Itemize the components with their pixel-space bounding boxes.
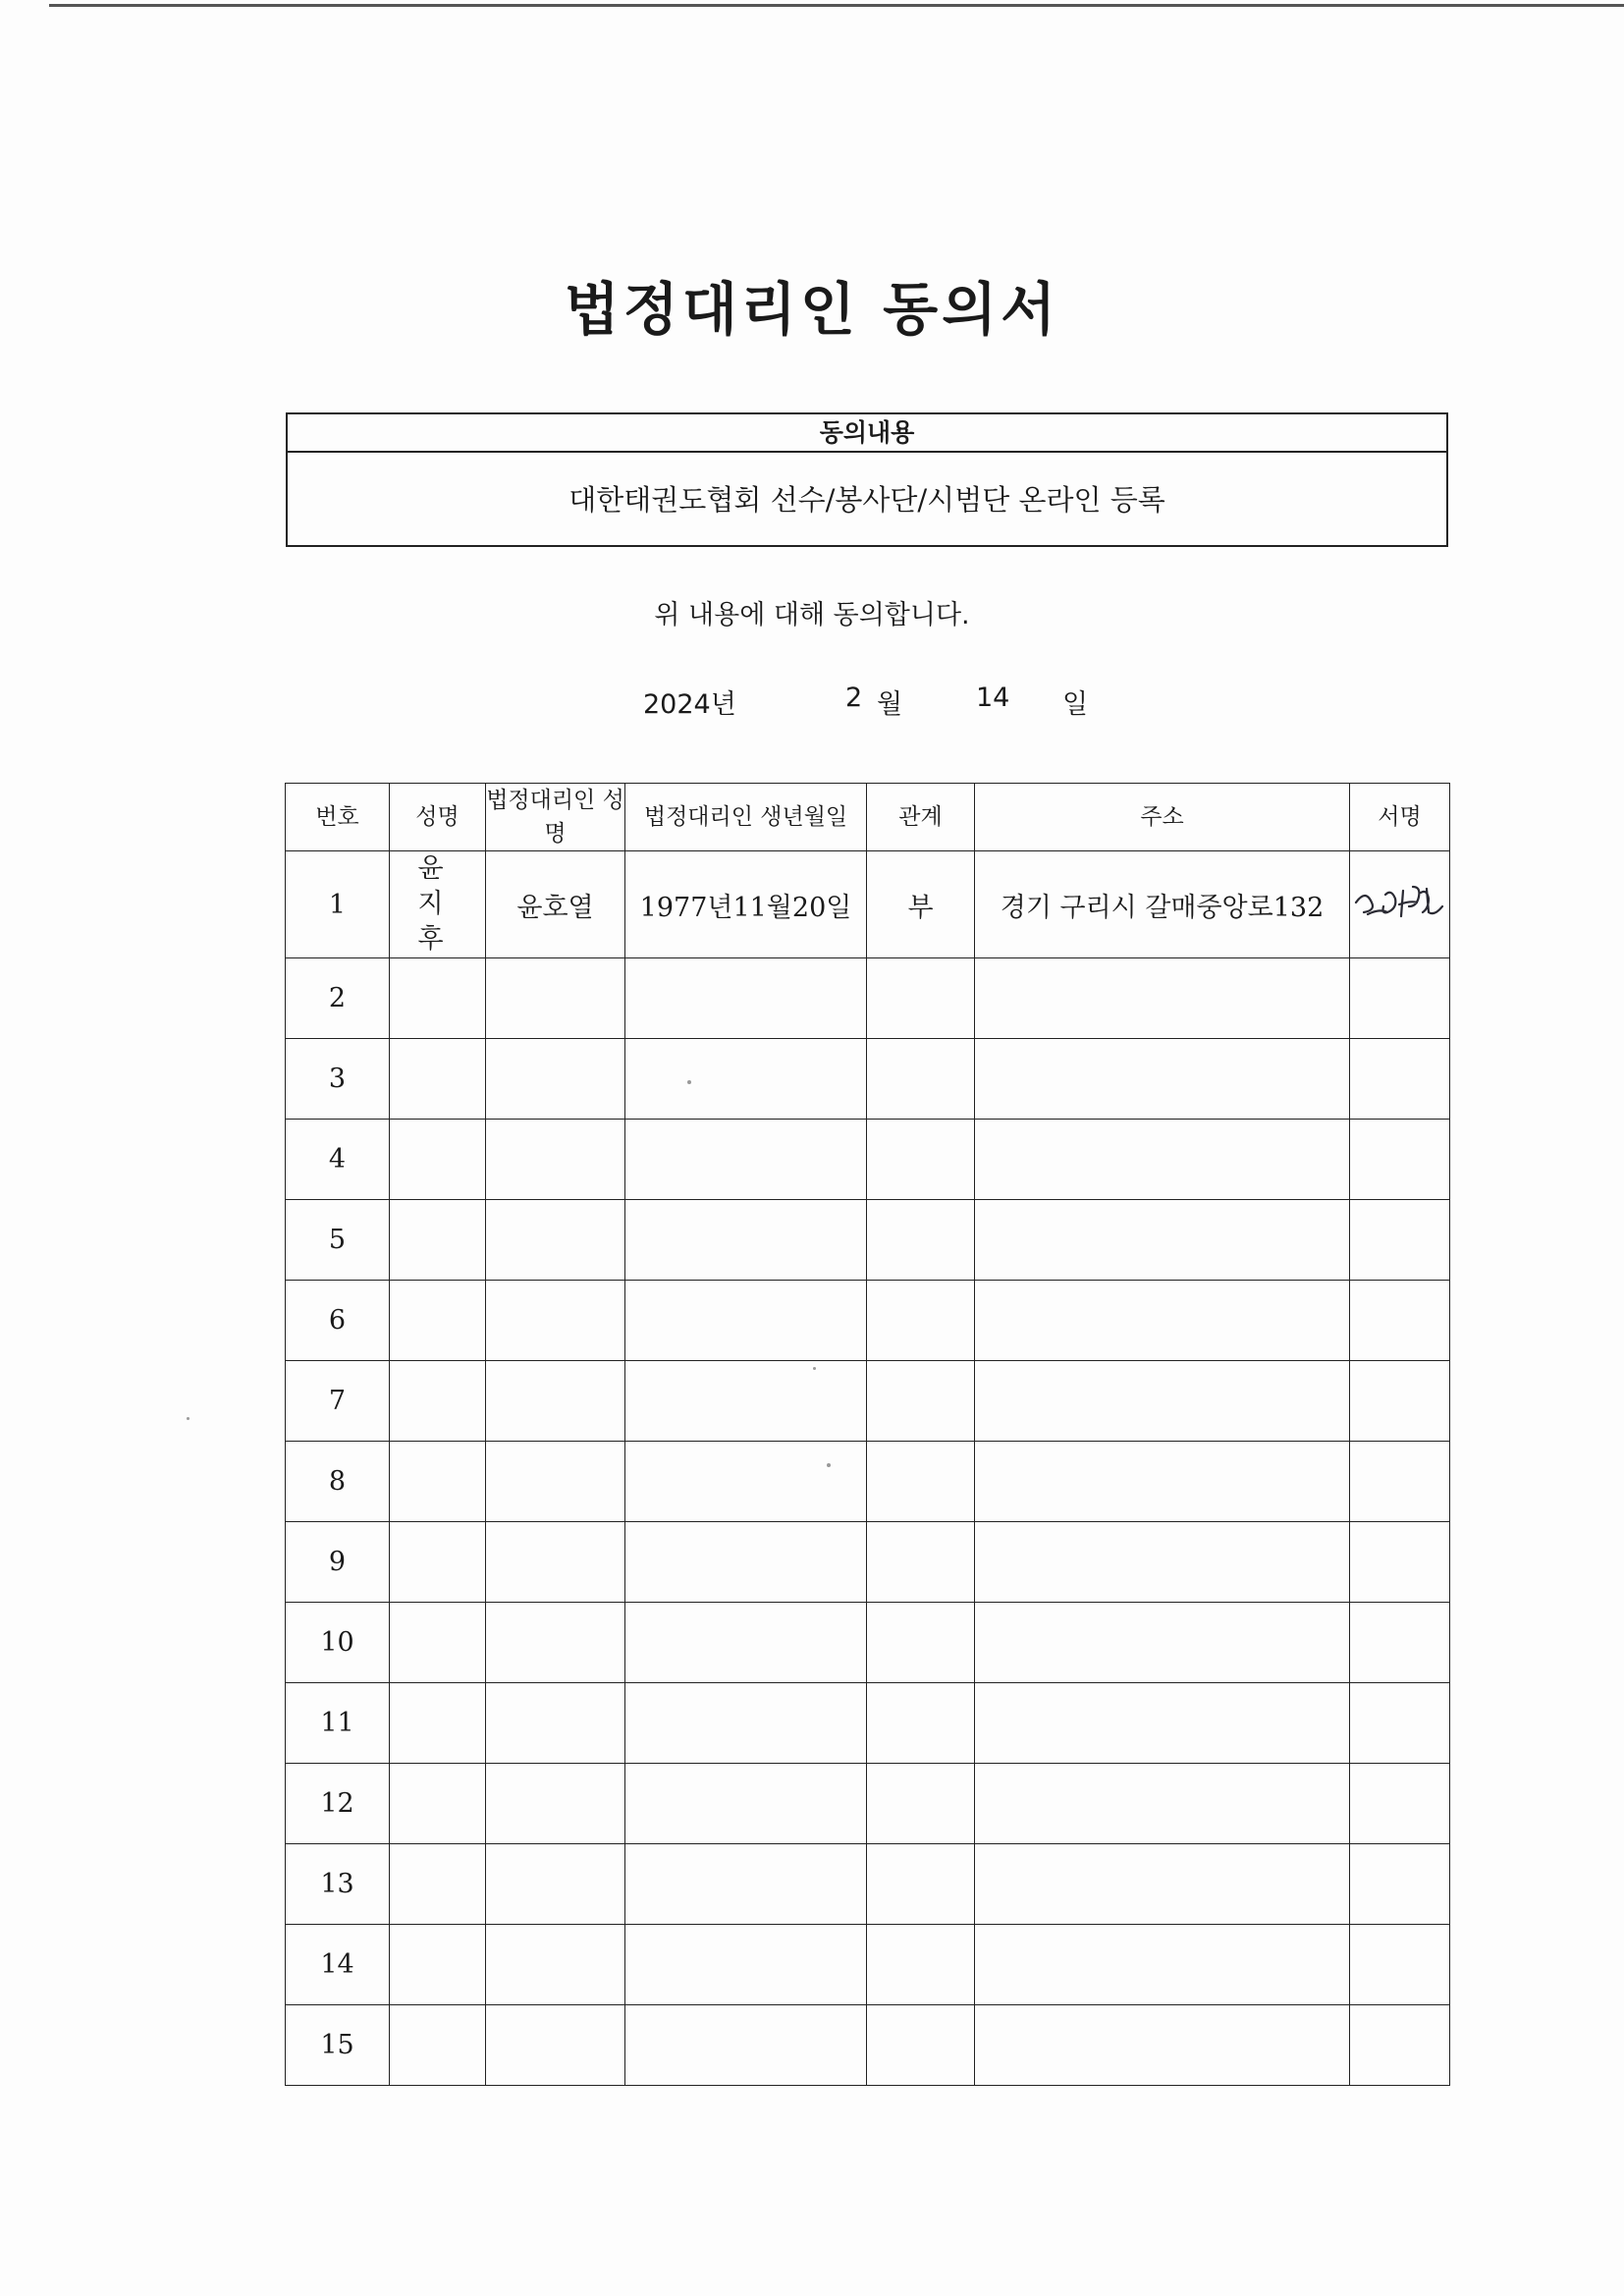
cell-signature [1350, 1361, 1450, 1442]
cell-relation [867, 1361, 975, 1442]
cell-signature [1350, 958, 1450, 1039]
table-row [286, 1442, 1450, 1522]
cell-name [390, 1442, 486, 1522]
cell-no: 2 [286, 958, 390, 1039]
table-row [286, 958, 1450, 1039]
cell-relation: 부 [867, 851, 975, 958]
cell-guardian-birth [625, 1844, 867, 1925]
table-row [286, 1764, 1450, 1844]
cell-no: 8 [286, 1442, 390, 1522]
table-row [286, 1522, 1450, 1603]
cell-relation [867, 1844, 975, 1925]
cell-name [390, 1522, 486, 1603]
cell-signature [1350, 2005, 1450, 2086]
cell-name [390, 958, 486, 1039]
cell-guardian-name [486, 958, 625, 1039]
cell-relation [867, 1603, 975, 1683]
scan-speck [187, 1417, 189, 1420]
cell-relation [867, 1200, 975, 1281]
cell-no: 1 [286, 851, 390, 958]
date-year: 2024년 [643, 689, 736, 720]
cell-no: 9 [286, 1522, 390, 1603]
consent-box [286, 412, 1448, 547]
cell-no: 13 [286, 1844, 390, 1925]
cell-no: 4 [286, 1120, 390, 1200]
cell-guardian-name [486, 1281, 625, 1361]
cell-signature [1350, 1442, 1450, 1522]
cell-guardian-name: 윤호열 [486, 851, 625, 958]
table-row [286, 1925, 1450, 2005]
cell-no: 11 [286, 1683, 390, 1764]
cell-name [390, 1281, 486, 1361]
cell-relation [867, 1683, 975, 1764]
agreement-statement: 위 내용에 대해 동의합니다. [654, 600, 970, 630]
cell-relation [867, 1764, 975, 1844]
cell-guardian-name [486, 1683, 625, 1764]
cell-guardian-name [486, 1039, 625, 1120]
cell-name [390, 1361, 486, 1442]
cell-name [390, 1200, 486, 1281]
cell-name [390, 1120, 486, 1200]
cell-address [975, 1925, 1350, 2005]
cell-signature [1350, 1200, 1450, 1281]
cell-guardian-birth [625, 1039, 867, 1120]
date-day: 14 [976, 683, 1010, 713]
cell-guardian-name [486, 1442, 625, 1522]
cell-relation [867, 1925, 975, 2005]
scan-speck [687, 1080, 691, 1084]
cell-name [390, 1925, 486, 2005]
cell-no: 5 [286, 1200, 390, 1281]
cell-no: 10 [286, 1603, 390, 1683]
cell-name [390, 2005, 486, 2086]
table-row [286, 1039, 1450, 1120]
cell-no: 14 [286, 1925, 390, 2005]
cell-relation [867, 2005, 975, 2086]
cell-guardian-name [486, 1200, 625, 1281]
cell-guardian-name [486, 1925, 625, 2005]
header-signature: 서명 [1350, 784, 1450, 851]
cell-name [390, 1764, 486, 1844]
scan-speck [827, 1463, 831, 1467]
header-guardian-name: 법정대리인 성명 [486, 784, 625, 851]
cell-relation [867, 1039, 975, 1120]
table-row [286, 1120, 1450, 1200]
table-row [286, 1361, 1450, 1442]
table-row [286, 1683, 1450, 1764]
cell-guardian-birth [625, 1683, 867, 1764]
cell-relation [867, 1281, 975, 1361]
table-row [286, 1281, 1450, 1361]
cell-address [975, 1603, 1350, 1683]
cell-guardian-name [486, 1764, 625, 1844]
document-title: 법정대리인 동의서 [564, 276, 1060, 343]
cell-no: 15 [286, 2005, 390, 2086]
cell-guardian-name [486, 1522, 625, 1603]
header-guardian-birth: 법정대리인 생년월일 [625, 784, 867, 851]
date-month-unit: 월 [877, 689, 903, 720]
cell-signature [1350, 1120, 1450, 1200]
cell-signature [1350, 1683, 1450, 1764]
cell-guardian-name [486, 1844, 625, 1925]
cell-address [975, 1442, 1350, 1522]
cell-address [975, 958, 1350, 1039]
cell-name [390, 1603, 486, 1683]
date-month: 2 [845, 683, 863, 713]
cell-signature [1350, 1925, 1450, 2005]
cell-address [975, 1281, 1350, 1361]
cell-no: 7 [286, 1361, 390, 1442]
cell-name [390, 1844, 486, 1925]
cell-relation [867, 958, 975, 1039]
cell-address [975, 1844, 1350, 1925]
cell-guardian-birth [625, 1522, 867, 1603]
cell-no: 12 [286, 1764, 390, 1844]
cell-guardian-birth [625, 958, 867, 1039]
guardian-table [285, 783, 1450, 2086]
cell-signature [1350, 1603, 1450, 1683]
cell-guardian-birth [625, 1603, 867, 1683]
cell-guardian-name [486, 2005, 625, 2086]
cell-address [975, 1522, 1350, 1603]
cell-guardian-birth [625, 1442, 867, 1522]
consent-content: 대한태권도협회 선수/봉사단/시범단 온라인 등록 [568, 483, 1165, 517]
cell-guardian-birth [625, 1361, 867, 1442]
table-row [286, 2005, 1450, 2086]
cell-guardian-birth: 1977년11월20일 [625, 851, 867, 958]
cell-guardian-birth [625, 2005, 867, 2086]
header-name: 성명 [390, 784, 486, 851]
header-address: 주소 [975, 784, 1350, 851]
cell-name: 윤 지 후 [390, 851, 486, 958]
header-no: 번호 [286, 784, 390, 851]
scan-top-edge [49, 4, 1624, 7]
cell-address [975, 1764, 1350, 1844]
cell-name [390, 1039, 486, 1120]
cell-guardian-birth [625, 1764, 867, 1844]
cell-relation [867, 1120, 975, 1200]
consent-header: 동의내용 [288, 414, 1446, 453]
date-day-unit: 일 [1062, 689, 1089, 720]
table-row [286, 1200, 1450, 1281]
cell-signature [1350, 851, 1450, 958]
cell-address [975, 1120, 1350, 1200]
header-relation: 관계 [867, 784, 975, 851]
cell-name [390, 1683, 486, 1764]
table-row [286, 851, 1450, 958]
cell-guardian-birth [625, 1281, 867, 1361]
cell-no: 3 [286, 1039, 390, 1120]
cell-signature [1350, 1281, 1450, 1361]
table-row [286, 1603, 1450, 1683]
cell-guardian-name [486, 1120, 625, 1200]
cell-guardian-name [486, 1603, 625, 1683]
cell-address [975, 1361, 1350, 1442]
cell-address [975, 2005, 1350, 2086]
table-row [286, 1844, 1450, 1925]
cell-guardian-name [486, 1361, 625, 1442]
cell-guardian-birth [625, 1925, 867, 2005]
cell-address [975, 1683, 1350, 1764]
cell-address [975, 1039, 1350, 1120]
cell-signature [1350, 1764, 1450, 1844]
table-header-row [286, 784, 1450, 851]
cell-signature [1350, 1039, 1450, 1120]
cell-no: 6 [286, 1281, 390, 1361]
cell-address: 경기 구리시 갈매중앙로132 [975, 851, 1350, 958]
cell-signature [1350, 1522, 1450, 1603]
cell-relation [867, 1442, 975, 1522]
scan-speck [813, 1367, 816, 1370]
cell-relation [867, 1522, 975, 1603]
cell-address [975, 1200, 1350, 1281]
cell-signature [1350, 1844, 1450, 1925]
cell-guardian-birth [625, 1200, 867, 1281]
cell-guardian-birth [625, 1120, 867, 1200]
handwritten-signature [1350, 875, 1448, 934]
